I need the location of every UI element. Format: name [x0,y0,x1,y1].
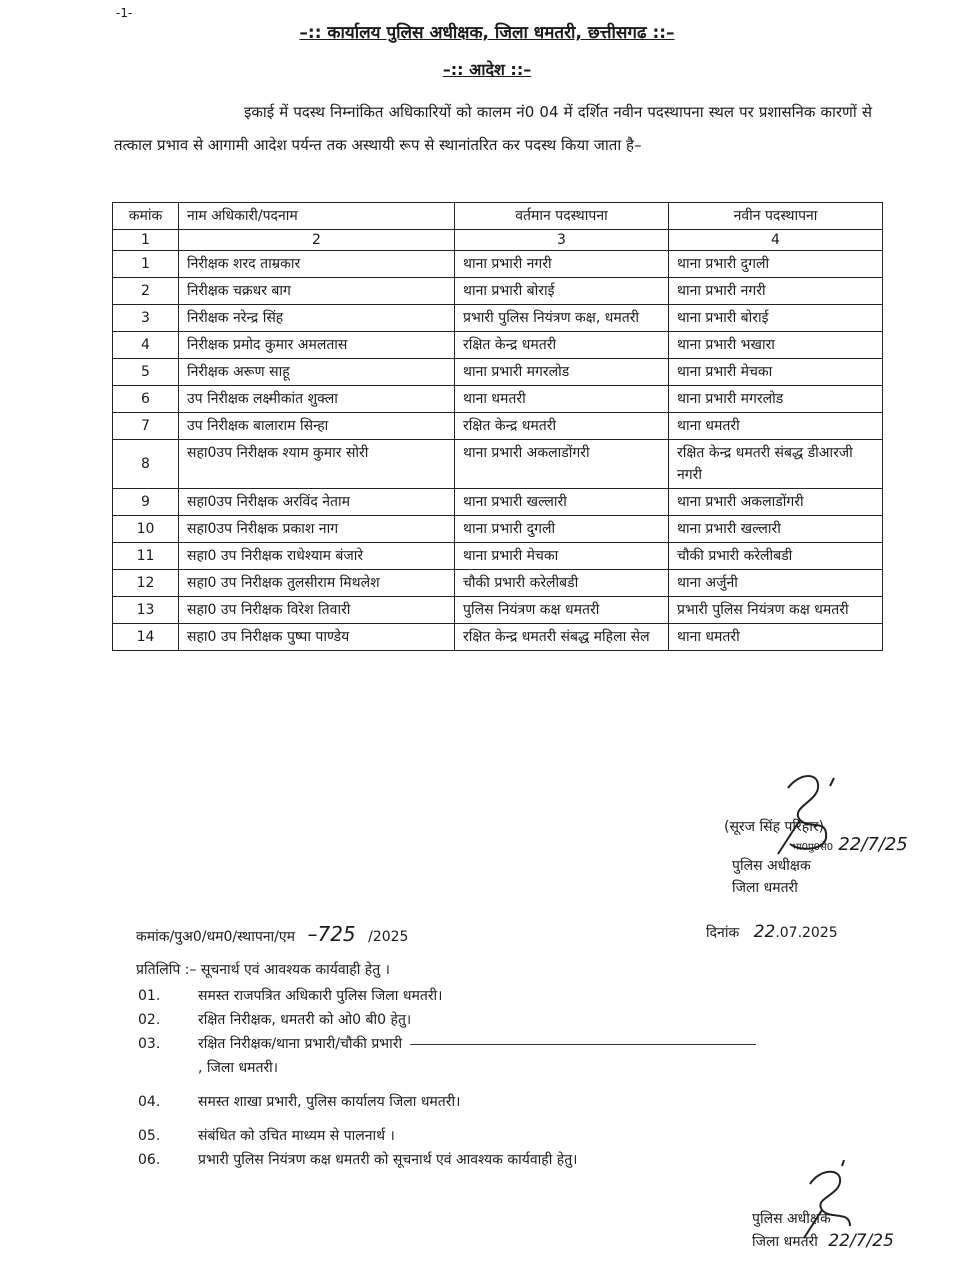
copy-item-number: 01. [138,988,161,1004]
col-number: 2 [179,230,455,251]
bottom-signature-block [752,1208,894,1253]
cell-serial: 13 [113,597,179,624]
cell-current-posting: रक्षित केन्द्र धमतरी [455,332,669,359]
cell-current-posting: पुलिस नियंत्रण कक्ष धमतरी [455,597,669,624]
cell-current-posting: थाना प्रभारी मगरलोड [455,359,669,386]
signatory-designation: पुलिस अधीक्षक [732,858,811,874]
table-row [113,597,883,624]
copy-item [138,1034,756,1053]
col-number: 4 [669,230,883,251]
cell-serial: 12 [113,570,179,597]
column-number-row [113,230,883,251]
cell-officer: सहा0उप निरीक्षक श्याम कुमार सोरी [179,440,455,489]
signatory-name: (सूरज सिंह परिहार) [724,819,825,835]
cell-serial: 6 [113,386,179,413]
copy-item-text: रक्षित निरीक्षक, धमतरी को ओ0 बी0 हेतु। [198,1012,412,1028]
cell-current-posting: थाना प्रभारी नगरी [455,251,669,278]
bottom-signature-date: 22/7/25 [828,1231,894,1251]
cell-current-posting: थाना प्रभारी दुगली [455,516,669,543]
bottom-designation: पुलिस अधीक्षक [752,1211,831,1227]
copy-item-number: 05. [138,1128,161,1144]
col-header-serial: कमांक [113,203,179,230]
copy-item [138,1010,411,1029]
table-header-row [113,203,883,230]
cell-officer: सहा0 उप निरीक्षक पुष्पा पाण्डेय [179,624,455,651]
table-row [113,359,883,386]
cell-new-posting: थाना धमतरी [669,413,883,440]
cell-new-posting: थाना प्रभारी मेचका [669,359,883,386]
cell-current-posting: थाना प्रभारी खल्लारी [455,489,669,516]
copy-item [138,1126,395,1145]
cell-serial: 4 [113,332,179,359]
cell-current-posting: चौकी प्रभारी करेलीबडी [455,570,669,597]
copy-item-continuation: , जिला धमतरी। [198,1060,279,1076]
cell-serial: 10 [113,516,179,543]
cell-current-posting: रक्षित केन्द्र धमतरी [455,413,669,440]
cell-current-posting: थाना प्रभारी बोराई [455,278,669,305]
date-day: 22 [753,922,776,942]
cell-officer: निरीक्षक अरूण साहू [179,359,455,386]
cell-new-posting: थाना प्रभारी नगरी [669,278,883,305]
cell-officer: सहा0 उप निरीक्षक तुलसीराम मिथलेश [179,570,455,597]
page-marker: -1- [116,6,133,20]
copy-item-text: समस्त शाखा प्रभारी, पुलिस कार्यालय जिला धमतरी। [198,1094,461,1110]
cell-officer: सहा0उप निरीक्षक प्रकाश नाग [179,516,455,543]
copy-item [138,1150,578,1169]
cell-new-posting: थाना अर्जुनी [669,570,883,597]
date-rest: .07.2025 [775,925,838,941]
cell-officer: सहा0 उप निरीक्षक विरेश तिवारी [179,597,455,624]
signature-date: 22/7/25 [838,834,908,855]
date-label: दिनांक [706,925,740,941]
cell-officer: निरीक्षक प्रमोद कुमार अमलतास [179,332,455,359]
copy-item-number: 02. [138,1012,161,1028]
order-intro-paragraph: इकाई में पदस्थ निम्नांकित अधिकारियों को कालम नं0 04 में दर्शित नवीन पदस्थापना स्थल पर प्रशासनिक कारणों से तत्काल प्रभाव से आगामी आदेश पर्यन्त तक अस्थायी रूप से स्थानांतरित कर पदस्थ किया जाता है– [114,103,872,154]
order-date [706,922,838,942]
col-header-new-posting: नवीन पदस्थापना [669,203,883,230]
reference-prefix: कमांक/पुअ0/धम0/स्थापना/एम [136,929,296,945]
table-row [113,305,883,332]
cell-serial: 9 [113,489,179,516]
col-number: 1 [113,230,179,251]
copy-item-text: रक्षित निरीक्षक/थाना प्रभारी/चौकी प्रभारी [198,1036,403,1052]
table-row [113,278,883,305]
fill-in-blank-line [410,1044,756,1045]
cell-new-posting: थाना प्रभारी भखारा [669,332,883,359]
cell-new-posting: प्रभारी पुलिस नियंत्रण कक्ष धमतरी [669,597,883,624]
cell-officer: निरीक्षक नरेन्द्र सिंह [179,305,455,332]
cell-serial: 11 [113,543,179,570]
cell-current-posting: प्रभारी पुलिस नियंत्रण कक्ष, धमतरी [455,305,669,332]
cell-officer: निरीक्षक चक्रधर बाग [179,278,455,305]
cell-serial: 3 [113,305,179,332]
cell-serial: 2 [113,278,179,305]
cell-officer: उप निरीक्षक बालाराम सिन्हा [179,413,455,440]
col-header-current-posting: वर्तमान पदस्थापना [455,203,669,230]
copy-to-heading: प्रतिलिपि :– सूचनार्थ एवं आवश्यक कार्यवाही हेतु । [136,962,390,978]
cell-new-posting: चौकी प्रभारी करेलीबडी [669,543,883,570]
cell-serial: 8 [113,440,179,489]
cell-new-posting: थाना प्रभारी अकलाडोंगरी [669,489,883,516]
reference-handwritten-number: –725 [307,922,356,946]
col-number: 3 [455,230,669,251]
copy-item [138,1092,460,1111]
cell-new-posting: थाना प्रभारी बोराई [669,305,883,332]
cell-current-posting: थाना प्रभारी मेचका [455,543,669,570]
copy-item-number: 04. [138,1094,161,1110]
reference-year: /2025 [368,929,409,945]
cell-current-posting: थाना धमतरी [455,386,669,413]
cell-serial: 5 [113,359,179,386]
cell-new-posting: थाना प्रभारी दुगली [669,251,883,278]
reference-number [136,922,408,946]
office-heading: –:: कार्यालय पुलिस अधीक्षक, जिला धमतरी, छत्तीसगढ ::– [299,23,675,43]
col-header-officer: नाम अधिकारी/पदनाम [179,203,455,230]
copy-item-number: 03. [138,1036,161,1052]
order-title: –:: आदेश ::– [442,60,532,79]
cell-new-posting: रक्षित केन्द्र धमतरी संबद्ध डीआरजी नगरी [669,440,883,489]
copy-item-number: 06. [138,1152,161,1168]
cell-current-posting: रक्षित केन्द्र धमतरी संबद्ध महिला सेल [455,624,669,651]
bottom-district-text: जिला धमतरी [752,1234,818,1250]
table-row [113,440,883,489]
cell-officer: निरीक्षक शरद ताम्रकार [179,251,455,278]
cell-officer: उप निरीक्षक लक्ष्मीकांत शुक्ला [179,386,455,413]
copy-item-text: संबंधित को उचित माध्यम से पालनार्थ । [198,1128,395,1144]
cell-new-posting: थाना धमतरी [669,624,883,651]
table-row [113,413,883,440]
cell-new-posting: थाना प्रभारी खल्लारी [669,516,883,543]
cell-new-posting: थाना प्रभारी मगरलोड [669,386,883,413]
table-row [113,516,883,543]
cell-serial: 1 [113,251,179,278]
cell-serial: 7 [113,413,179,440]
table-row [113,251,883,278]
cell-officer: सहा0उप निरीक्षक अरविंद नेताम [179,489,455,516]
table-row [113,624,883,651]
table-row [113,543,883,570]
cell-officer: सहा0 उप निरीक्षक राधेश्याम बंजारे [179,543,455,570]
table-row [113,386,883,413]
copy-item-text: समस्त राजपत्रित अधिकारी पुलिस जिला धमतरी। [198,988,443,1004]
signature-block [700,816,908,899]
cell-current-posting: थाना प्रभारी अकलाडोंगरी [455,440,669,489]
table-row [113,570,883,597]
bottom-district [752,1230,894,1253]
service-code: भा0पु0से0 [792,842,834,853]
cell-serial: 14 [113,624,179,651]
signatory-service [700,834,908,855]
table-row [113,489,883,516]
copy-item-text: प्रभारी पुलिस नियंत्रण कक्ष धमतरी को सूचनार्थ एवं आवश्यक कार्यवाही हेतु। [198,1152,578,1168]
copy-item [138,986,443,1005]
transfer-table [112,202,883,651]
table-row [113,332,883,359]
signatory-district: जिला धमतरी [732,880,798,896]
